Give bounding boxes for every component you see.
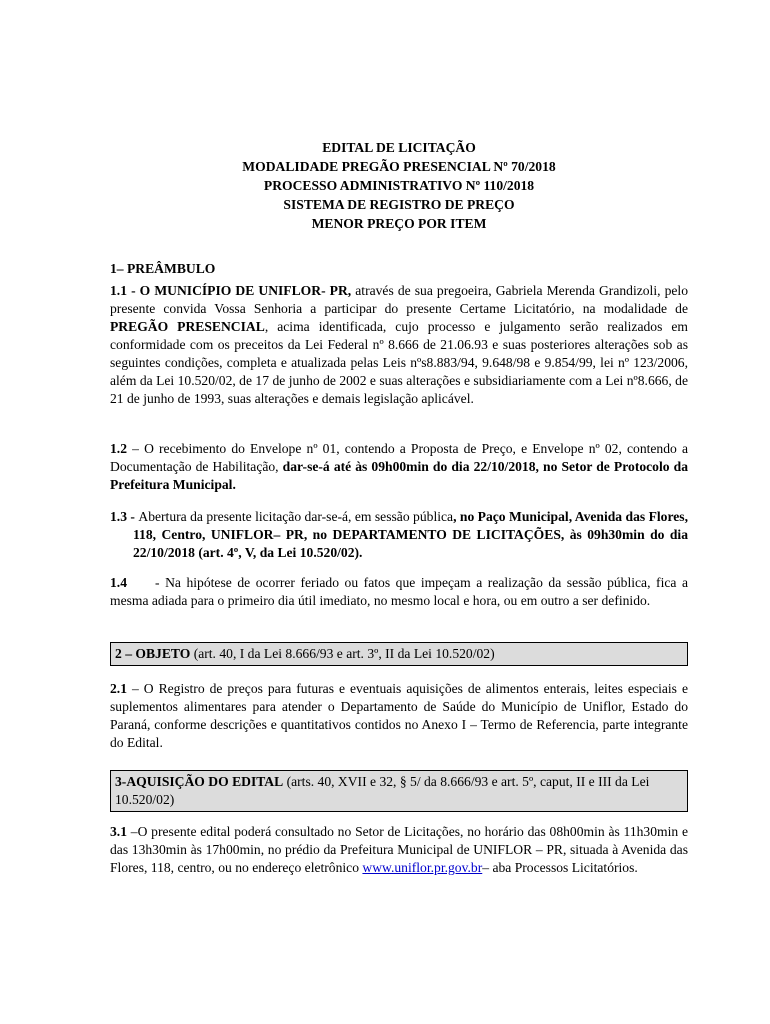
paragraph-1-1-text-c: , acima identificada, cujo processo e julgamento serão realizados em conformidade com os preceitos da Lei Federal nº 8.666 de 21.06.93 e suas posteriores alterações sob as seguintes condições, completa e atualizada pelas Leis nºs8.883/94, 9.648/98 e 9.854/99, lei nº 123/2006, além da Lei 10.520/02, de 17 de junho de 2002 e suas alterações e subsidiariamente com a Lei nº8.666, de 21 de junho de 1993, suas alterações e demais legislação aplicável. <box>110 319 688 406</box>
paragraph-2-1 <box>110 680 688 752</box>
paragraph-1-1 <box>110 282 688 408</box>
paragraph-3-1-number: 3.1 <box>110 824 127 839</box>
paragraph-3-1-text-a: –O presente edital poderá consultado no Setor de Licitações, no horário das 08h00min às 11h30min e das 13h30min às 17h00min, no prédio da Prefeitura Municipal de UNIFLOR – PR, situada à Avenida das Flores, 118, centro, ou no endereço eletrônico <box>110 824 688 875</box>
paragraph-1-3-location: , no Paço Municipal, Avenida das Flores, 118, Centro, UNIFLOR– PR, no DEPARTAMENTO DE LICITAÇÕES, às 09h30min do dia 22/10/2018 (art. 4º, V, da Lei 10.520/02). <box>133 509 688 560</box>
section-3-heading-reference: (arts. 40, XVII e 32, § 5/ da 8.666/93 e art. 5º, caput, II e III da Lei 10.520/02) <box>115 774 650 807</box>
paragraph-1-3 <box>110 508 688 562</box>
section-3-heading-box <box>110 770 688 812</box>
paragraph-1-2-number: 1.2 <box>110 441 127 456</box>
paragraph-1-1-lead: 1.1 - O MUNICÍPIO DE UNIFLOR- PR, <box>110 283 352 298</box>
section-3-heading: 3-AQUISIÇÃO DO EDITAL <box>115 774 284 789</box>
paragraph-1-3-number: 1.3 - <box>110 509 139 524</box>
paragraph-2-1-number: 2.1 <box>110 681 127 696</box>
paragraph-1-1-modality: PREGÃO PRESENCIAL <box>110 319 265 334</box>
paragraph-1-4-number: 1.4 <box>110 575 127 590</box>
paragraph-1-3-text-a: Abertura da presente licitação dar-se-á, em sessão pública <box>138 509 454 524</box>
paragraph-3-1-text-b: – aba Processos Licitatórios. <box>482 860 638 875</box>
header-system: SISTEMA DE REGISTRO DE PREÇO <box>283 197 515 212</box>
section-2-heading-box <box>110 642 688 666</box>
paragraph-3-1 <box>110 823 688 877</box>
paragraph-1-2 <box>110 440 688 494</box>
header-title: EDITAL DE LICITAÇÃO <box>322 140 476 155</box>
paragraph-1-1-text-a: através de sua pregoeira, Gabriela Merenda Grandizoli, pelo presente convida Vossa Senhoria a participar do presente Certame Licitatório, na modalidade de <box>110 283 688 316</box>
header-criteria: MENOR PREÇO POR ITEM <box>311 216 487 231</box>
paragraph-1-2-text-a: – O recebimento do Envelope nº 01, contendo a Proposta de Preço, e Envelope nº 02, contendo a Documentação de Habilitação, <box>110 441 688 474</box>
website-link[interactable]: www.uniflor.pr.gov.br <box>362 860 483 875</box>
header-process: PROCESSO ADMINISTRATIVO Nº 110/2018 <box>263 178 535 193</box>
paragraph-2-1-text: – O Registro de preços para futuras e eventuais aquisições de alimentos enterais, leites especiais e suplementos alimentares para atender o Departamento de Saúde do Município de Uniflor, Estado do Paraná, conforme descrições e quantitativos contidos no Anexo I – Termo de Referencia, parte integrante do Edital. <box>110 681 688 750</box>
paragraph-1-4 <box>110 574 688 610</box>
paragraph-1-4-text: - Na hipótese de ocorrer feriado ou fatos que impeçam a realização da sessão pública, fica a mesma adiada para o primeiro dia útil imediato, no mesmo local e hora, ou em outro a ser definido. <box>110 575 688 608</box>
header-modality: MODALIDADE PREGÃO PRESENCIAL Nº 70/2018 <box>242 159 556 174</box>
section-1-heading: 1– PREÂMBULO <box>110 261 216 276</box>
section-2-heading-reference: (art. 40, I da Lei 8.666/93 e art. 3º, II da Lei 10.520/02) <box>190 646 495 661</box>
document-header <box>110 138 688 233</box>
paragraph-1-2-deadline: dar-se-á até às 09h00min do dia 22/10/2018, no Setor de Protocolo da Prefeitura Municipal. <box>110 459 688 492</box>
section-2-heading: 2 – OBJETO <box>115 646 191 661</box>
